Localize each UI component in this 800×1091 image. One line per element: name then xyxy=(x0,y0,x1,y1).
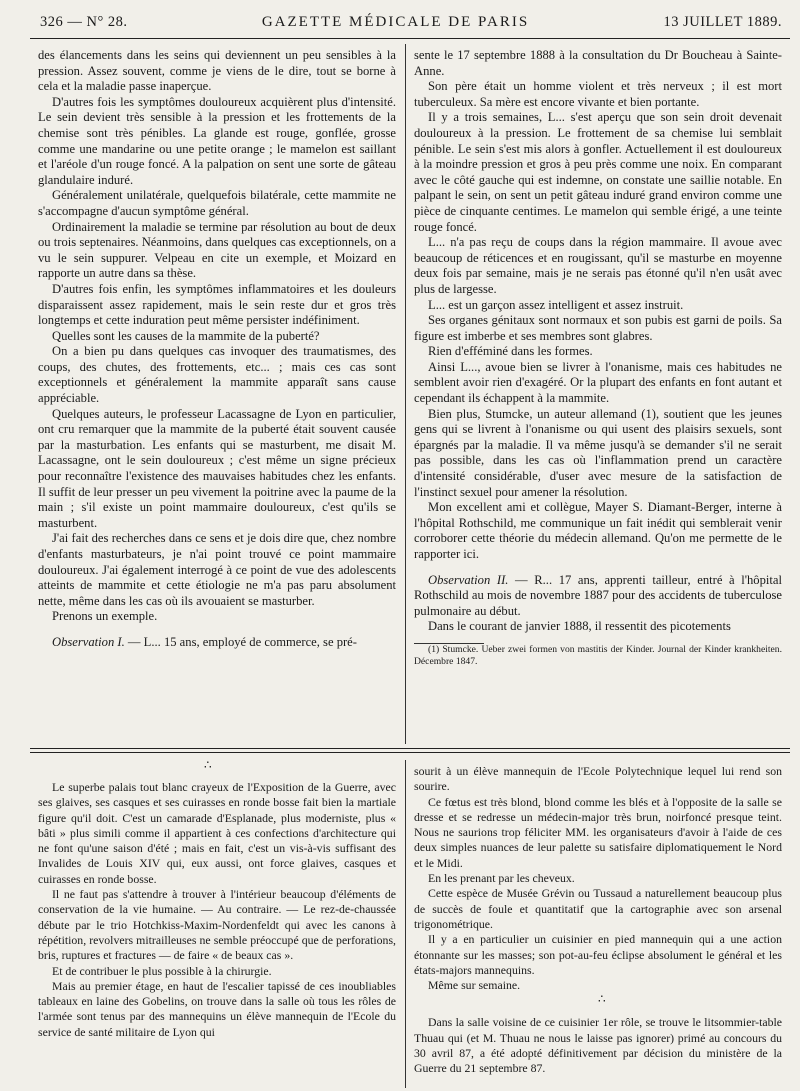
paragraph: sourit à un élève mannequin de l'Ecole Polytechnique lequel lui rend son sourire. xyxy=(414,764,782,794)
paragraph: sente le 17 septembre 1888 à la consultation du Dr Boucheau à Sainte-Anne. xyxy=(414,48,782,78)
paragraph: Le superbe palais tout blanc crayeux de l'Exposition de la Guerre, avec ses glaives, ses casques et ses cuirasses en ronde bosse fait bien la martiale figure qu'il doit. C'est un camarade d'Esplanade, plus moderniste, plus « bâti » plus simili comme il appartient à ces confections d'architecture qui ne font qu'une saison d'été ; mais en fait, c'est un vis-à-vis suffisant des Invalides de Louis XIV qui, eux aussi, ont force glaives, casques et cuirasses en ronde bosse. xyxy=(38,780,396,886)
paragraph: Dans le courant de janvier 1888, il ressentit des picotements xyxy=(428,619,731,634)
paragraph: Rien d'efféminé dans les formes. xyxy=(428,344,593,359)
paragraph: D'autres fois les symptômes douloureux acquièrent plus d'intensité. Le sein devient très sensible à la pression et les frottements de la chemise sont très pénibles. La glande est rouge, gonflée, grosse comme une mandarine ou une petite orange ; le mamelon est saillant et l'aréole d'un rouge foncé. A la palpation on sent une sorte de gâteau glandulaire induré. xyxy=(38,94,396,187)
paragraph: Quelles sont les causes de la mammite de la puberté? xyxy=(52,328,320,343)
article-column-right xyxy=(414,48,782,668)
observation-label: Observation I. xyxy=(52,634,125,649)
feuilleton-rule-top xyxy=(30,748,790,749)
observation-paragraph xyxy=(38,635,396,651)
paragraph: Et de contribuer le plus possible à la chirurgie. xyxy=(52,963,272,978)
observation-text: — R... 17 ans, apprenti tailleur, entré à l'hôpital Rothschild au mois de novembre 1887 pour des accidents de tuberculose pulmonaire au début. xyxy=(414,572,782,618)
observation-text: — L... 15 ans, employé de commerce, se pré- xyxy=(124,634,357,649)
paragraph: des élancements dans les seins qui deviennent un peu sensibles à la pression. Assez souvent, comme je viens de le dire, tout se borne à cela et la maladie passe inaperçue. xyxy=(38,48,396,94)
paragraph: Il ne faut pas s'attendre à trouver à l'intérieur beaucoup d'éléments de conservation de la vie humaine. — Au contraire. — Le rez-de-chaussée débute par le trio Hotchkiss-Maxim-Nordenfeldt qui avec les canons à répétition, revolvers mitrailleuses ne semble préoccupé que de perforations, bris, ruptures et fractures — de faire « de beaux cas ». xyxy=(38,887,396,963)
header-rule xyxy=(30,38,790,39)
paragraph: J'ai fait des recherches dans ce sens et je dois dire que, chez nombre d'enfants masturbateurs, je n'ai point trouvé ce point mammaire douloureux. J'ai également interrogé à ce point de vue des adolescents atteints de mammite et cette étiologie ne m'a pas paru absolument nette, même dans les cas où ils avouaient se masturber. xyxy=(38,531,396,608)
paragraph: Généralement unilatérale, quelquefois bilatérale, cette mammite ne s'accompagne d'aucun symptôme général. xyxy=(38,188,396,218)
paragraph: Son père était un homme violent et très nerveux ; il est mort tuberculeux. Sa mère est encore vivante et bien portante. xyxy=(414,79,782,109)
paragraph: D'autres fois enfin, les symptômes inflammatoires et les douleurs disparaissent assez rapidement, mais le sein reste dur et gros très longtemps et cette induration peut même persister indéfiniment. xyxy=(38,281,396,328)
paragraph: Cette espèce de Musée Grévin ou Tussaud a naturellement beaucoup plus de succès de foule et quantitatif que la cartographie avec son arsenal trigonométrique. xyxy=(414,886,782,931)
paragraph: On a bien pu dans quelques cas invoquer des traumatismes, des coups, des chutes, des frottements, etc... ; mais ces cas sont exceptionnels et généralement la mammite apparaît sans cause appréciable. xyxy=(38,344,396,406)
paragraph: L... n'a pas reçu de coups dans la région mammaire. Il avoue avec beaucoup de réticences et en rougissant, qu'il se masturbe en moyenne deux fois par semaine, mais je ne serais pas étonné qu'il n'en usât avec plus de largesse. xyxy=(414,235,782,296)
paragraph: Ordinairement la maladie se termine par résolution au bout de deux ou trois septenaires. Néanmoins, dans quelques cas exceptionnels, on a vu le sein suppurer. Velpeau en cite un exemple, et Moizard en rapporte un autre dans sa thèse. xyxy=(38,219,396,281)
paragraph: Quelques auteurs, le professeur Lacassagne de Lyon en particulier, ont cru remarquer que la mammite de la puberté était souvent causée par la masturbation. Les enfants qui se masturbent, me disait M. Lacassagne, ont le sein douloureux ; c'est même un signe précieux pour reconnaître l'existence des mauvaises habitudes chez les enfants. Il suffit de leur presser un peu vivement la poitrine avec la paume de la main ; s'il existe un point mammaire douloureux, c'est qu'ils se masturbent. xyxy=(38,406,396,530)
observation-label: Observation II. xyxy=(428,572,509,587)
paragraph: Il y a en particulier un cuisinier en pied mannequin qui a une action étonnante sur les masses; son pot-au-feu éclipse absolument le général et les états-majors mannequins. xyxy=(414,932,782,977)
paragraph: Mais au premier étage, en haut de l'escalier tapissé de ces inoubliables tableaux en laine des Gobelins, on trouve dans la salle où tous les rôles de l'armée sont tenus par des mannequins un élève mannequin de l'Ecole du service de santé militaire de Lyon qui xyxy=(38,978,396,1039)
footnote: (1) Stumcke. Ueber zwei formen von mastitis der Kinder. Journal der Kinder krankheiten. Décembre 1847. xyxy=(414,643,782,667)
paragraph: En les prenant par les cheveux. xyxy=(428,871,575,886)
feuilleton-column-left xyxy=(38,780,396,1040)
paragraph: Il y a trois semaines, L... s'est aperçu que son sein droit devenait douloureux à la pression. Le frottement de sa chemise lui semblait pénible. Le sein s'est mis alors à gonfler. Actuellement il est douloureux à la moindre pression et gros à peu près comme une noix. En comparant avec le côté gauche qui est indemne, on constate une saillie notable. En palpant le sein, on sent un petit gâteau induré grand environ comme une pièce de cinquante centimes. Le mamelon qui semble érigé, a une teinte rouge foncé. xyxy=(414,110,782,234)
paragraph: Ce fœtus est très blond, blond comme les blés et à l'opposite de la salle se dresse et se redresse un médecin-major très brun, noirfoncé presque teint. Nous ne saurions trop féliciter MM. les organisateurs d'avoir à l'aide de ces deux simples nuances de leur palette su satisfaire diplomatiquement le Nord et le Midi. xyxy=(414,794,782,870)
page-number: 326 — N° 28. xyxy=(40,14,128,30)
issue-date: 13 JUILLET 1889. xyxy=(663,14,782,30)
paragraph: Ses organes génitaux sont normaux et son pubis est garni de poils. Sa figure est imberbe et ses membres sont glabres. xyxy=(414,313,782,343)
feuilleton-column-right xyxy=(414,764,782,1077)
paragraph: L... est un garçon assez intelligent et assez instruit. xyxy=(428,297,684,312)
paragraph: Bien plus, Stumcke, un auteur allemand (1), soutient que les jeunes gens qui se livrent à l'onanisme ou qui usent des plaisirs sexuels, sont épargnés par la maladie. Il va même jusqu'à se demander s'il ne serait pas possible, dans les cas où l'inflammation prend un caractère d'intensité considérable, d'user avec mesure de la satisfaction de l'instinct sexuel pour amener la résolution. xyxy=(414,406,782,499)
column-divider-top xyxy=(405,44,406,744)
article-column-left xyxy=(38,48,396,651)
ornament-left: ∴ xyxy=(204,758,213,772)
column-divider-bottom xyxy=(405,760,406,1088)
journal-title: GAZETTE MÉDICALE DE PARIS xyxy=(261,14,530,30)
feuilleton-rule-bottom xyxy=(30,752,790,753)
paragraph: Ainsi L..., avoue bien se livrer à l'onanisme, mais ces habitudes ne semblent avoir rien d'exagéré. Or la plupart des enfants en font autant et cependant ils échappent à la mammite. xyxy=(414,359,782,406)
paragraph: Prenons un exemple. xyxy=(52,609,158,624)
paragraph: Même sur semaine. xyxy=(428,978,521,993)
ornament-right: ∴ xyxy=(598,992,607,1006)
page-header xyxy=(40,14,782,36)
observation-paragraph xyxy=(414,573,782,620)
paragraph: Dans la salle voisine de ce cuisinier 1er rôle, se trouve le litsommier-table Thuau qui (et M. Thuau ne nous le laisse pas ignorer) primé au concours du 30 avril 87, a été adopté définitivement par décision du ministère de la Guerre du 21 septembre 87. xyxy=(414,1015,782,1076)
paragraph: Mon excellent ami et collègue, Mayer S. Diamant-Berger, interne à l'hôpital Rothschild, me communique un fait inédit qui semblerait venir corroborer cette théorie du médecin allemand. Qu'on me permette de le rapporter ici. xyxy=(414,500,782,561)
